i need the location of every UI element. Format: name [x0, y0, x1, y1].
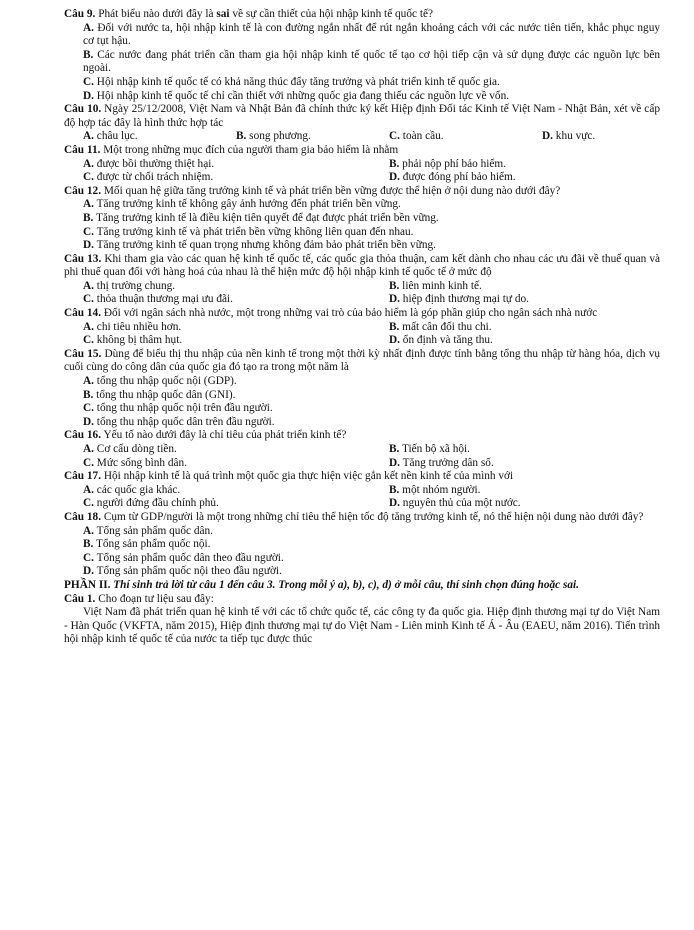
- option-d[interactable]: [523, 130, 676, 144]
- option-a[interactable]: [64, 525, 660, 539]
- option-d[interactable]: [370, 334, 676, 348]
- options-row: [64, 293, 660, 307]
- question-10: [64, 103, 660, 144]
- question-9: [64, 8, 660, 103]
- option-key: B.: [83, 388, 94, 401]
- option-text: Tổng sản phẩm quốc dân.: [93, 524, 213, 537]
- option-text: toàn cầu.: [399, 130, 444, 143]
- option-a[interactable]: [64, 484, 370, 498]
- option-text: khu vực.: [552, 130, 596, 143]
- option-b[interactable]: [64, 212, 660, 226]
- option-key: C.: [83, 225, 94, 238]
- option-a[interactable]: [64, 375, 660, 389]
- part-label: PHẦN II.: [64, 578, 111, 591]
- question-stem: [64, 429, 660, 443]
- option-text: Tổng sản phẩm quốc nội.: [93, 538, 211, 551]
- option-key: B.: [83, 48, 94, 61]
- question-label: Câu 17.: [64, 470, 102, 483]
- stem-text: Dùng để biểu thị thu nhập của nền kinh tế trong một thời kỳ nhất định được tính bằng tổng thu nhập từ hàng hóa, dịch vụ cuối cùng do công dân của quốc gia đó tạo ra trong một năm là: [64, 347, 660, 374]
- option-b[interactable]: [370, 321, 676, 335]
- option-d[interactable]: [370, 457, 676, 471]
- options-row: [64, 321, 660, 335]
- options-row: [64, 130, 660, 144]
- option-a[interactable]: [64, 198, 660, 212]
- option-key: D.: [389, 497, 400, 510]
- question-stem: [64, 593, 660, 607]
- option-text: Mức sống bình dân.: [93, 456, 188, 469]
- option-key: B.: [389, 443, 400, 455]
- stem-text: Đối với ngân sách nhà nước, một trong những vai trò của bảo hiểm là góp phần giúp cho ngân sách nhà nước: [101, 307, 598, 320]
- question-14: [64, 307, 660, 348]
- part-instruction: Thí sinh trả lời từ câu 1 đến câu 3. Trong mỗi ý a), b), c), d) ở mỗi câu, thí sinh chọn đúng hoặc sai.: [110, 578, 579, 591]
- question-18: [64, 511, 660, 579]
- stem-text: Hội nhập kinh tế là quá trình một quốc gia thực hiện việc gắn kết nền kinh tế của mình với: [101, 470, 514, 483]
- question-stem: [64, 511, 660, 525]
- option-key: B.: [389, 483, 400, 496]
- option-key: A.: [83, 524, 94, 537]
- question-12: [64, 185, 660, 253]
- question-13: [64, 253, 660, 307]
- question-label: Câu 10.: [64, 103, 102, 116]
- option-key: B.: [389, 157, 400, 170]
- option-key: D.: [83, 415, 94, 428]
- option-key: D.: [542, 130, 553, 143]
- option-text: Tổng sản phẩm quốc nội theo đầu người.: [93, 565, 282, 578]
- option-key: C.: [83, 75, 94, 88]
- option-text: Tăng trưởng kinh tế quan trọng nhưng không đảm bảo phát triển bền vững.: [93, 239, 436, 252]
- option-text: Các nước đang phát triển cần tham gia hội nhập kinh tế quốc tế tạo cơ hội tiếp cận và sử dụng được các nguồn lực bên ngoài.: [83, 48, 660, 75]
- option-text: phải nộp phí bảo hiểm.: [399, 157, 507, 170]
- option-b[interactable]: [64, 389, 660, 403]
- option-a[interactable]: [64, 158, 370, 172]
- option-key: A.: [83, 130, 94, 143]
- stem-text: Khi tham gia vào các quan hệ kinh tế quốc tế, các quốc gia thỏa thuận, cam kết dành cho nhau các ưu đãi về thuế quan và phi thuế quan đối với hàng hoá của nhau là thể hiện mức độ hội nhập kinh tế quốc tế ở mức độ: [64, 252, 660, 279]
- options-row: [64, 443, 660, 457]
- option-text: Tăng trưởng kinh tế không gây ảnh hưởng đến phát triển bền vững.: [93, 198, 401, 211]
- option-key: C.: [83, 551, 94, 564]
- option-text: ổn định và tăng thu.: [399, 334, 493, 347]
- option-text: song phương.: [246, 130, 311, 143]
- question-stem: [64, 348, 660, 375]
- option-text: nguyên thủ của một nước.: [399, 497, 521, 510]
- question-15: [64, 348, 660, 430]
- option-d[interactable]: [64, 565, 660, 579]
- option-text: Tiến bộ xã hội.: [399, 443, 470, 455]
- option-text: tổng thu nhập quốc dân (GNI).: [93, 388, 236, 401]
- question-stem: [64, 144, 660, 158]
- question-stem: [64, 8, 660, 22]
- option-key: B.: [389, 320, 400, 333]
- option-text: tổng thu nhập quốc dân trên đầu người.: [93, 415, 275, 428]
- question-stem: [64, 103, 660, 130]
- options-row: [64, 457, 660, 471]
- options-row: [64, 334, 660, 348]
- option-c[interactable]: [64, 171, 370, 185]
- options-row: [64, 171, 660, 185]
- option-d[interactable]: [370, 171, 676, 185]
- option-b[interactable]: [370, 484, 676, 498]
- option-key: A.: [83, 375, 94, 388]
- option-key: C.: [83, 402, 94, 415]
- option-text: tổng thu nhập quốc nội (GDP).: [93, 375, 237, 388]
- option-d[interactable]: [64, 90, 660, 104]
- option-text: được bồi thường thiệt hại.: [93, 157, 215, 170]
- option-b[interactable]: [370, 280, 676, 294]
- option-key: C.: [83, 293, 94, 306]
- option-b[interactable]: [64, 49, 660, 76]
- question-11: [64, 144, 660, 185]
- option-key: C.: [83, 171, 94, 184]
- option-key: D.: [389, 171, 400, 184]
- option-text: Tổng sản phẩm quốc dân theo đầu người.: [93, 551, 284, 564]
- option-key: D.: [83, 565, 94, 578]
- option-text: Cơ cấu dòng tiền.: [93, 443, 177, 455]
- option-c[interactable]: [370, 130, 523, 144]
- source-passage: Việt Nam đã phát triển quan hệ kinh tế với các tổ chức quốc tế, các công ty đa quốc gia. Hiệp định thương mại tự do Việt Nam - Hàn Quốc (VKFTA, năm 2015), Hiệp định thương mại tự do Việt Nam - Liên minh Kinh tế Á - Âu (EAEU, năm 2016). Tiến trình hội nhập kinh tế quốc tế của nước ta tiếp tục được thúc: [64, 606, 660, 646]
- stem-text: Yếu tố nào dưới đây là chỉ tiêu của phát triển kinh tế?: [101, 429, 347, 442]
- part-2-heading: [64, 579, 660, 593]
- option-b[interactable]: [217, 130, 370, 144]
- option-b[interactable]: [64, 538, 660, 552]
- option-key: A.: [83, 21, 94, 34]
- option-b[interactable]: [370, 443, 676, 457]
- emphasis-text: sai: [216, 8, 230, 20]
- option-key: A.: [83, 198, 94, 211]
- option-key: C.: [83, 334, 94, 347]
- option-c[interactable]: [64, 334, 370, 348]
- question-label: Câu 11.: [64, 143, 101, 156]
- stem-text: Cụm từ GDP/người là một trong những chỉ tiêu thể hiện tốc độ tăng trưởng kinh tế, nó thể hiện nội dung nào dưới đây?: [101, 510, 644, 523]
- question-stem: [64, 253, 660, 280]
- question-label: Câu 16.: [64, 429, 102, 442]
- stem-text: về sự cần thiết của hội nhập kinh tế quốc tế?: [229, 8, 433, 20]
- options-row: [64, 158, 660, 172]
- option-text: châu lục.: [93, 130, 138, 143]
- option-c[interactable]: [64, 226, 660, 240]
- option-d[interactable]: [370, 293, 676, 307]
- option-key: C.: [83, 456, 94, 469]
- option-key: B.: [236, 130, 247, 143]
- option-a[interactable]: [64, 321, 370, 335]
- option-text: Đối với nước ta, hội nhập kinh tế là con đường ngắn nhất để rút ngắn khoảng cách với các nước tiên tiến, khắc phục nguy cơ tụt hậu.: [83, 21, 660, 48]
- option-text: thị trường chung.: [93, 279, 176, 292]
- question-label: Câu 15.: [64, 347, 102, 360]
- question-label: Câu 1.: [64, 592, 96, 605]
- option-text: tổng thu nhập quốc nội trên đầu người.: [93, 402, 273, 415]
- question-label: Câu 14.: [64, 307, 102, 320]
- option-a[interactable]: [64, 280, 370, 294]
- option-text: Hội nhập kinh tế quốc tế có khả năng thúc đẩy tăng trưởng và phát triển kinh tế quốc gia.: [93, 75, 500, 88]
- option-a[interactable]: [64, 443, 370, 457]
- question-label: Câu 9.: [64, 8, 96, 20]
- option-key: D.: [83, 89, 94, 102]
- option-key: A.: [83, 443, 94, 455]
- option-key: D.: [389, 334, 400, 347]
- option-key: C.: [83, 497, 94, 510]
- question-label: Câu 18.: [64, 510, 102, 523]
- option-c[interactable]: [64, 497, 370, 511]
- option-text: liên minh kinh tế.: [399, 279, 482, 292]
- question-stem: [64, 470, 660, 484]
- option-key: B.: [83, 211, 94, 224]
- option-a[interactable]: [64, 22, 660, 49]
- question-label: Câu 13.: [64, 252, 102, 265]
- option-key: A.: [83, 279, 94, 292]
- option-c[interactable]: [64, 293, 370, 307]
- options-row: [64, 484, 660, 498]
- option-d[interactable]: [64, 416, 660, 430]
- option-text: một nhóm người.: [399, 483, 481, 496]
- option-text: chi tiêu nhiều hơn.: [93, 320, 182, 333]
- question-label: Câu 12.: [64, 184, 102, 197]
- option-key: C.: [389, 130, 400, 143]
- option-text: được đóng phí bảo hiểm.: [399, 171, 516, 184]
- option-text: mất cân đối thu chi.: [399, 320, 492, 333]
- stem-text: Phát biểu nào dưới đây là: [95, 8, 217, 20]
- option-text: Tăng trưởng dân số.: [399, 456, 494, 469]
- question-stem: [64, 307, 660, 321]
- option-text: Hội nhập kinh tế quốc tế chỉ cần thiết với những quốc gia đang thiếu các nguồn lực về vốn.: [93, 89, 510, 102]
- option-text: thỏa thuận thương mại ưu đãi.: [93, 293, 233, 306]
- option-c[interactable]: [64, 552, 660, 566]
- question-stem: [64, 185, 660, 199]
- option-key: A.: [83, 483, 94, 496]
- option-c[interactable]: [64, 457, 370, 471]
- option-key: A.: [83, 320, 94, 333]
- option-key: B.: [83, 538, 94, 551]
- stem-text: Cho đoạn tư liệu sau đây:: [95, 592, 214, 605]
- question-17: [64, 470, 660, 511]
- part-2-question-1: [64, 593, 660, 647]
- option-d[interactable]: [370, 497, 676, 511]
- option-a[interactable]: [64, 130, 217, 144]
- option-text: Tăng trưởng kinh tế là điều kiện tiên quyết để đạt được phát triển bền vững.: [93, 211, 439, 224]
- option-text: Tăng trưởng kinh tế và phát triển bền vững không liên quan đến nhau.: [93, 225, 414, 238]
- option-text: người đứng đầu chính phủ.: [93, 497, 219, 510]
- stem-text: Ngày 25/12/2008, Việt Nam và Nhật Bản đã chính thức ký kết Hiệp định Đối tác Kinh tế Việt Nam - Nhật Bản, xét về cấp độ hợp tác đây là hình thức hợp tác: [64, 103, 660, 129]
- options-row: [64, 497, 660, 511]
- option-key: D.: [83, 239, 94, 252]
- option-text: các quốc gia khác.: [93, 483, 181, 496]
- stem-text: Một trong những mục đích của người tham gia bảo hiểm là nhằm: [100, 143, 399, 156]
- option-key: B.: [389, 279, 400, 292]
- option-text: không bị thâm hụt.: [93, 334, 183, 347]
- option-key: D.: [389, 293, 400, 306]
- option-c[interactable]: [64, 76, 660, 90]
- option-text: được từ chối trách nhiệm.: [93, 171, 214, 184]
- option-text: hiệp định thương mại tự do.: [399, 293, 529, 306]
- option-d[interactable]: [64, 239, 660, 253]
- option-c[interactable]: [64, 402, 660, 416]
- options-row: [64, 280, 660, 294]
- option-key: A.: [83, 157, 94, 170]
- stem-text: Mối quan hệ giữa tăng trưởng kinh tế và phát triển bền vững được thể hiện ở nội dung nào dưới đây?: [101, 184, 561, 197]
- option-b[interactable]: [370, 158, 676, 172]
- option-key: D.: [389, 456, 400, 469]
- question-16: [64, 429, 660, 470]
